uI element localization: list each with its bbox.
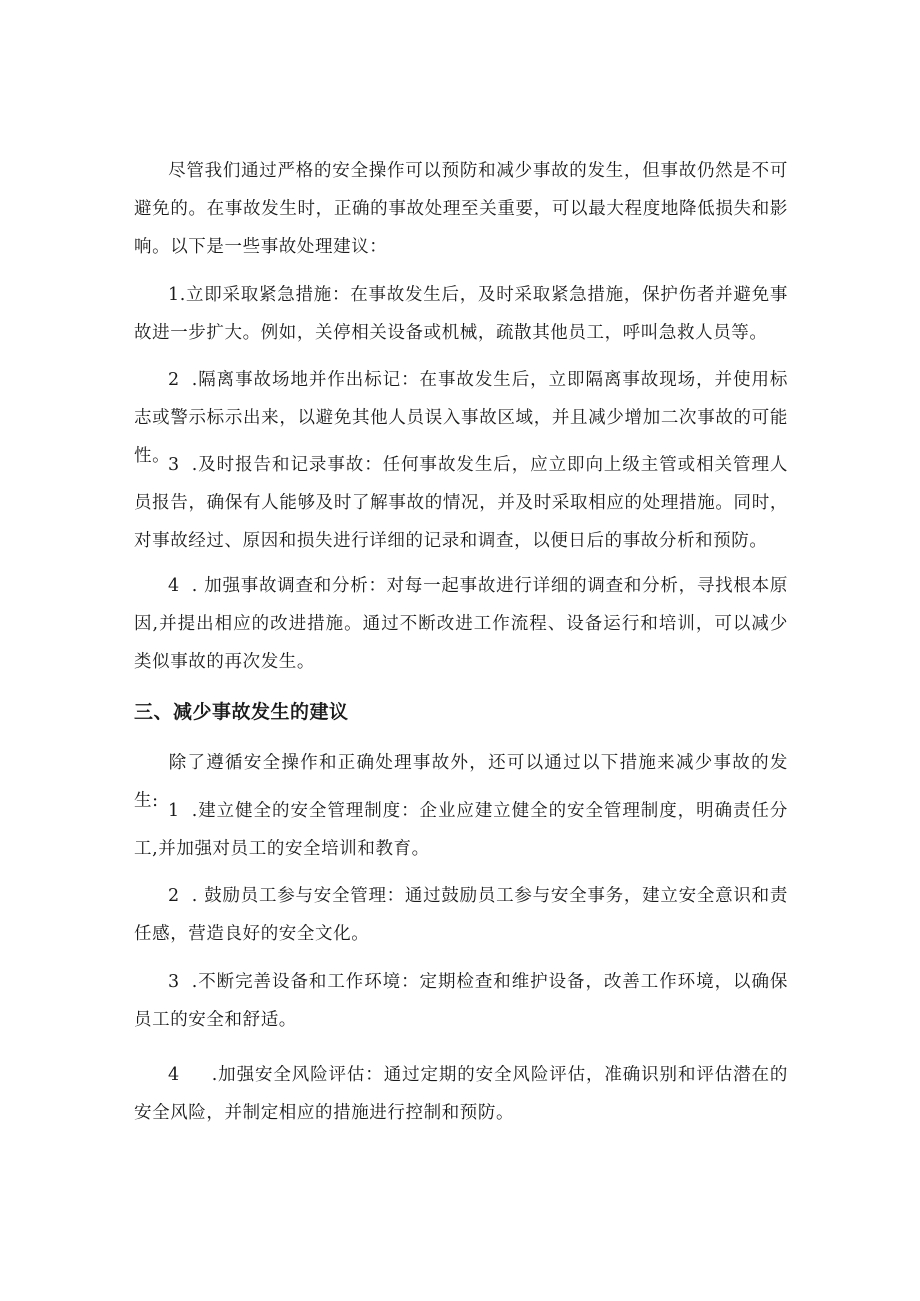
handling-item-3 xyxy=(134,446,788,560)
item-number: 1 xyxy=(168,801,180,821)
item-text: . 加强事故调查和分析：对每一起事故进行详细的调查和分析，寻找根本原因,并提出相应的改进措施。通过不断改进工作流程、设备运行和培训，可以减少类似事故的再次发生。 xyxy=(134,576,788,672)
item-text: .加强安全风险评估：通过定期的安全风险评估，准确识别和评估潜在的安全风险，并制定相应的措施进行控制和预防。 xyxy=(134,1065,788,1123)
item-number: 3 xyxy=(168,455,180,475)
item-text: .建立健全的安全管理制度：企业应建立健全的安全管理制度，明确责任分工,并加强对员工的安全培训和教育。 xyxy=(134,801,788,859)
item-text: .及时报告和记录事故：任何事故发生后，应立即向上级主管或相关管理人员报告，确保有人能够及时了解事故的情况，并及时采取相应的处理措施。同时，对事故经过、原因和损失进行详细的记录和调查，以便日后的事故分析和预防。 xyxy=(134,455,788,551)
item-number: 3 xyxy=(168,972,180,992)
item-number: 2 xyxy=(168,370,180,390)
handling-item-1 xyxy=(134,276,788,352)
prevention-item-3 xyxy=(134,963,788,1039)
item-text: 立即采取紧急措施：在事故发生后，及时采取紧急措施，保护伤者并避免事故进一步扩大。例如，关停相关设备或机械，疏散其他员工，呼叫急救人员等。 xyxy=(134,285,788,343)
intro-text: 尽管我们通过严格的安全操作可以预防和减少事故的发生，但事故仍然是不可避免的。在事故发生时，正确的事故处理至关重要，可以最大程度地降低损失和影响。以下是一些事故处理建议： xyxy=(134,161,788,257)
section-heading: 三、减少事故发生的建议 xyxy=(134,701,349,723)
item-number: 4 xyxy=(168,576,180,596)
item-text: .不断完善设备和工作环境：定期检查和维护设备，改善工作环境，以确保员工的安全和舒适。 xyxy=(134,972,788,1030)
section3-intro-text: 除了遵循安全操作和正确处理事故外，还可以通过以下措施来减少事故的发生: xyxy=(134,753,788,811)
intro-paragraph xyxy=(134,152,788,266)
prevention-item-1 xyxy=(134,792,788,868)
item-number: 1. xyxy=(168,285,186,305)
prevention-item-4 xyxy=(134,1056,788,1132)
item-text: .隔离事故场地并作出标记：在事故发生后，立即隔离事故现场，并使用标志或警示标示出来，以避免其他人员误入事故区域，并且减少增加二次事故的可能性。 xyxy=(134,370,788,466)
item-text: . 鼓励员工参与安全管理：通过鼓励员工参与安全事务，建立安全意识和责任感，营造良好的安全文化。 xyxy=(134,886,788,944)
item-number: 2 xyxy=(168,886,180,906)
item-number: 4 xyxy=(168,1065,180,1085)
handling-item-4 xyxy=(134,567,788,681)
prevention-item-2 xyxy=(134,877,788,953)
